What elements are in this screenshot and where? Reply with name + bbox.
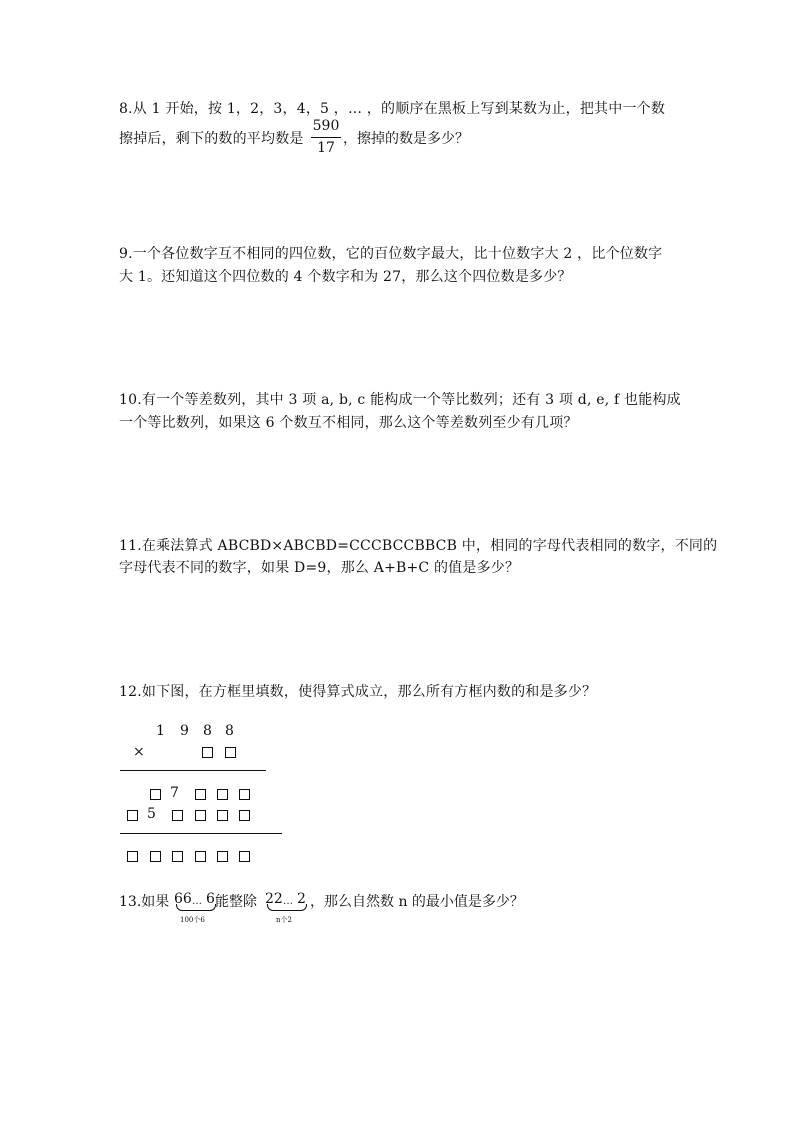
q8-fraction-numerator: 590 [312, 118, 340, 134]
times-sign: × [133, 744, 145, 760]
q10-line2: 一个等比数列，如果这 6 个数互不相同，那么这个等差数列至少有几项？ [119, 415, 578, 431]
blank-box [202, 747, 213, 758]
blank-box [195, 810, 206, 821]
blank-box [172, 851, 183, 862]
rule-line-1 [120, 770, 266, 771]
blank-box [195, 789, 206, 800]
q13-num2-start: 22 [265, 891, 283, 907]
blank-box [217, 789, 228, 800]
blank-box [217, 810, 228, 821]
digit-5: 5 [147, 806, 156, 822]
q8-line2-end: ，擦掉的数是多少？ [343, 131, 469, 147]
digit-8-second: 8 [225, 723, 234, 739]
blank-box [127, 810, 138, 821]
q13-middle: 能整除 [215, 894, 257, 910]
blank-box [225, 747, 236, 758]
q13-num1-end: 6 [206, 891, 215, 907]
q9-line2: 大 1。还知道这个四位数的 4 个数字和为 27，那么这个四位数是多少？ [119, 269, 572, 285]
q13-under2: n个2 [276, 916, 292, 924]
blank-box [239, 810, 250, 821]
q8-fraction-bar [311, 137, 341, 138]
blank-box [150, 851, 161, 862]
q13-num2-end: 2 [297, 891, 306, 907]
q8-line1: 8.从 1 开始，按 1，2，3，4，5 ，… ，的顺序在黑板上写到某数为止，把其中一个数 [119, 101, 666, 117]
digit-9: 9 [180, 723, 189, 739]
blank-box [150, 789, 161, 800]
digit-7: 7 [170, 785, 179, 801]
q11-line1: 11.在乘法算式 ABCBD×ABCBD=CCCBCCBBCB 中，相同的字母代表相同的数字，不同的 [119, 538, 718, 554]
q8-line2-start: 擦掉后，剩下的数的平均数是 [119, 131, 304, 147]
q13-under1: 100个6 [180, 916, 205, 924]
blank-box [172, 810, 183, 821]
q11-line2: 字母代表不同的数字，如果 D=9，那么 A+B+C 的值是多少？ [119, 560, 520, 576]
q13-underbrace-2 [267, 904, 307, 911]
rule-line-2 [120, 833, 282, 834]
q13-prefix: 13.如果 [119, 894, 170, 910]
blank-box [239, 789, 250, 800]
q13-suffix: ，那么自然数 n 的最小值是多少？ [310, 894, 524, 910]
blank-box [217, 851, 228, 862]
blank-box [127, 851, 138, 862]
digit-8-first: 8 [203, 723, 212, 739]
q13-num2-ellipsis: … [283, 896, 293, 907]
q9-line1: 9.一个各位数字互不相同的四位数，它的百位数字最大，比十位数字大 2 ，比个位数字 [119, 246, 663, 262]
blank-box [195, 851, 206, 862]
blank-box [239, 851, 250, 862]
digit-1: 1 [156, 723, 165, 739]
q13-num1-start: 66 [174, 891, 192, 907]
q10-line1: 10.有一个等差数列，其中 3 项 a, b, c 能构成一个等比数列；还有 3 项 d, e, f 也能构成 [119, 392, 681, 408]
q12-line1: 12.如下图，在方框里填数，使得算式成立，那么所有方框内数的和是多少？ [119, 684, 597, 700]
q8-fraction-denominator: 17 [317, 140, 335, 156]
q13-underbrace-1 [176, 904, 216, 911]
q13-num1-ellipsis: … [192, 896, 202, 907]
